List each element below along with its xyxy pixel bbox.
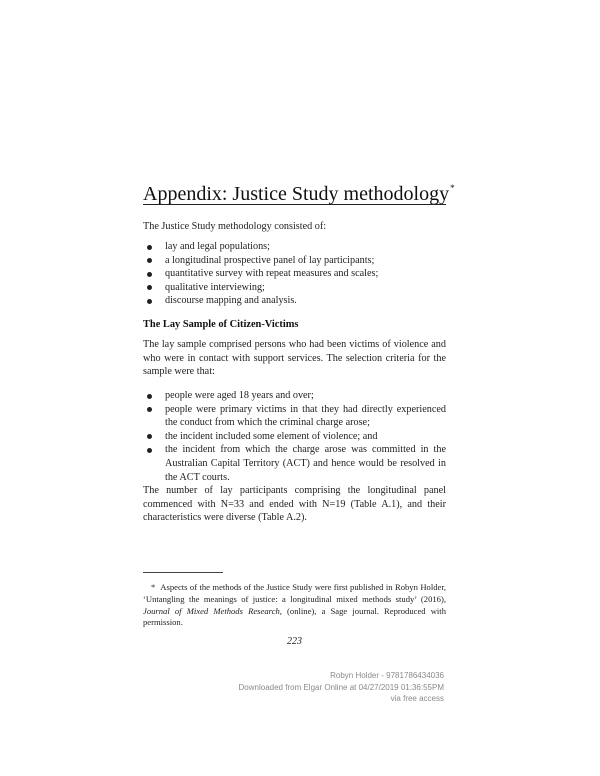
panel-paragraph: The number of lay participants comprising the longitudinal panel commenced with N=33 and ended with N=19 (Table A.1), and their characteristics were diverse (Table A.2). xyxy=(143,485,446,524)
list-item: discourse mapping and analysis. xyxy=(143,294,446,308)
footnote xyxy=(143,582,446,629)
footnote-journal: Journal of Mixed Methods Research, xyxy=(143,605,282,616)
footnote-marker: * xyxy=(151,582,156,592)
footnote-text-before: Aspects of the methods of the Justice Study were first published in Robyn Holder, ‘Untangling the meanings of justice: a longitudinal mixed methods study’ (2016), xyxy=(143,582,446,604)
watermark-line-1: Robyn Holder - 9781786434036 xyxy=(330,671,444,680)
sample-paragraph: The lay sample comprised persons who had been victims of violence and who were in contact with support services. The selection criteria for the sample were that: xyxy=(143,339,446,378)
footnote-rule xyxy=(143,572,223,573)
bullet-icon xyxy=(147,448,152,453)
title-rule xyxy=(143,204,446,205)
methodology-list xyxy=(143,240,446,308)
page-number: 223 xyxy=(287,636,302,647)
bullet-icon xyxy=(147,299,152,304)
bullet-icon xyxy=(147,245,152,250)
watermark-line-3: via free access xyxy=(390,694,444,703)
watermark-line-2: Downloaded from Elgar Online at 04/27/2019 01:36:55PM xyxy=(238,682,444,692)
list-item: quantitative survey with repeat measures and scales; xyxy=(143,267,446,281)
list-item: people were aged 18 years and over; xyxy=(143,389,446,403)
list-item: lay and legal populations; xyxy=(143,240,446,254)
footnote-text-after: (online), a Sage journal. Reproduced with permission. xyxy=(143,605,446,628)
bullet-icon xyxy=(147,394,152,399)
bullet-icon xyxy=(147,434,152,439)
intro-paragraph: The Justice Study methodology consisted of: xyxy=(143,221,327,232)
page-title xyxy=(143,176,455,206)
page-title-text: Appendix: Justice Study methodology xyxy=(143,183,450,205)
criteria-list xyxy=(143,389,446,484)
bullet-icon xyxy=(147,272,152,277)
bullet-icon xyxy=(147,258,152,263)
bullet-icon xyxy=(147,407,152,412)
title-footnote-marker: * xyxy=(450,183,455,193)
list-item: a longitudinal prospective panel of lay participants; xyxy=(143,254,446,268)
section-heading: The Lay Sample of Citizen-Victims xyxy=(143,319,299,330)
list-item: the incident included some element of violence; and xyxy=(143,430,446,444)
bullet-icon xyxy=(147,285,152,290)
download-watermark xyxy=(184,670,444,705)
list-item: the incident from which the charge arose was committed in the Australian Capital Territory (ACT) and hence would be resolved in the ACT courts. xyxy=(143,443,446,484)
list-item: people were primary victims in that they had directly experienced the conduct from which the criminal charge arose; xyxy=(143,403,446,430)
list-item: qualitative interviewing; xyxy=(143,281,446,295)
